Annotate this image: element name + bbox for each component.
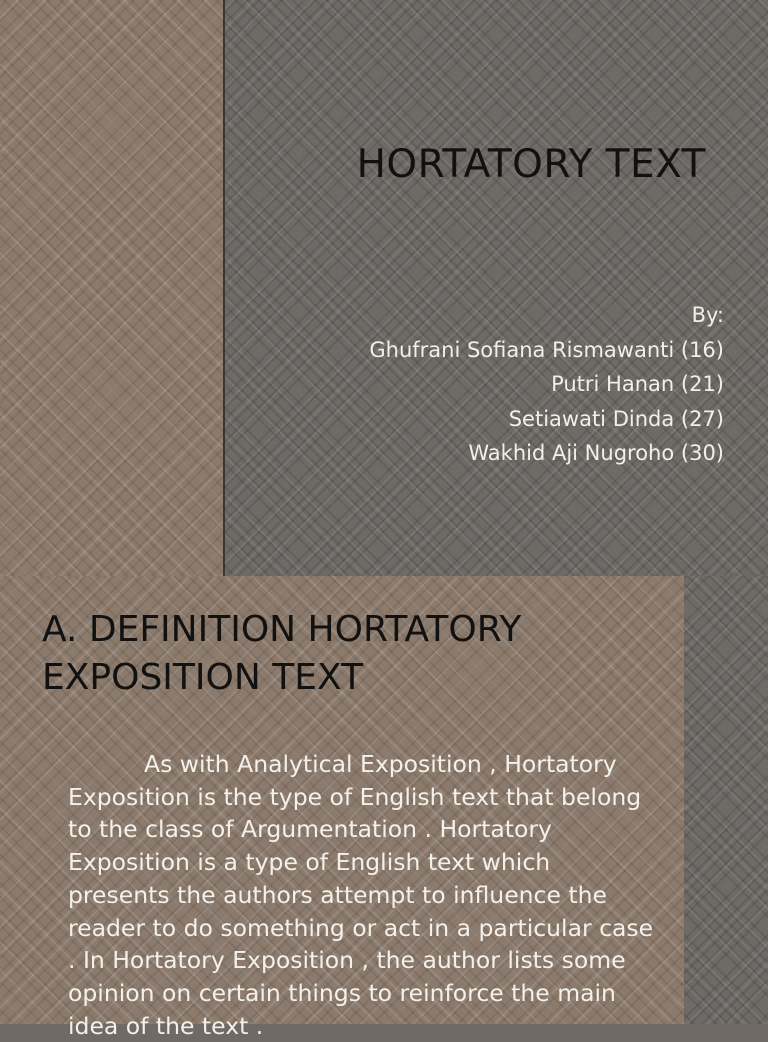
paragraph-text: As with Analytical Exposition , Hortatory Exposition is the type of English text that belong to the class of Argumentation . Hortatory Exposition is a type of English text which presents the authors attempt to influence the reader to do something or act in a particular case . In Hortatory Exposition , the author lists some opinion on certain things to reinforce the main idea of the text . <box>68 750 654 1040</box>
side-pattern-strip <box>684 576 768 1024</box>
slide-title: HORTATORY TEXT <box>356 142 706 187</box>
author-name: Setiawati Dinda (27) <box>508 406 724 431</box>
heading-line: EXPOSITION TEXT <box>42 657 363 698</box>
section-heading <box>42 606 662 702</box>
heading-line: A. DEFINITION HORTATORY <box>42 609 522 650</box>
left-pattern-panel <box>0 0 223 576</box>
author-name: Wakhid Aji Nugroho (30) <box>468 441 724 465</box>
by-label: By: <box>691 303 724 327</box>
author-name: Ghufrani Sofiana Rismawanti (16) <box>369 337 724 362</box>
right-pattern-panel <box>225 0 768 576</box>
definition-paragraph <box>68 748 658 1042</box>
author-name: Putri Hanan (21) <box>551 372 724 396</box>
definition-slide <box>0 576 768 1040</box>
authors-block <box>369 298 724 471</box>
